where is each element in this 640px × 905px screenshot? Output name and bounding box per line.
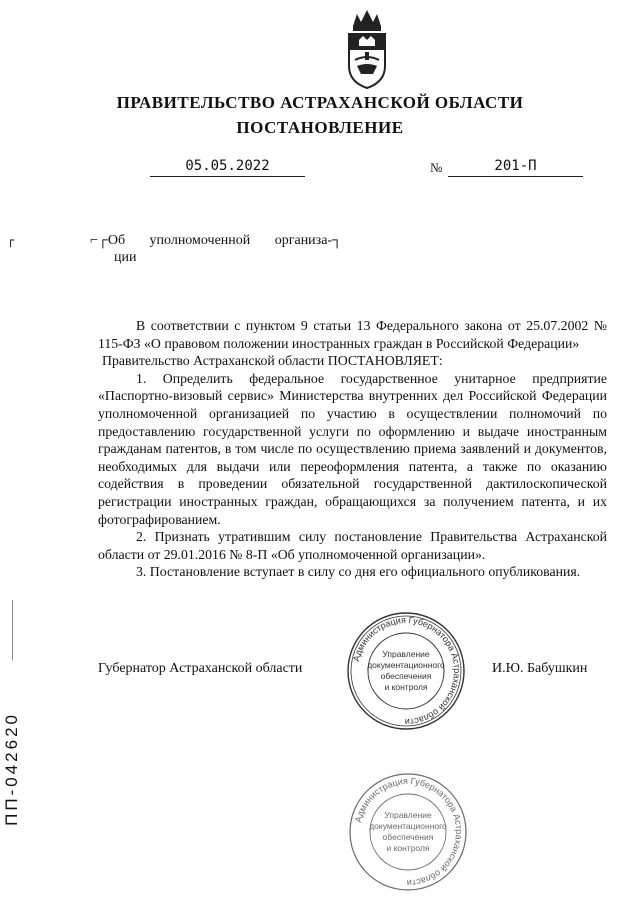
stamp-center-line-4: и контроля	[384, 682, 428, 692]
subject-text-1: Об уполномоченной организа-	[107, 233, 333, 248]
document-number: 201-П	[494, 158, 537, 174]
coat-of-arms-emblem	[343, 8, 391, 90]
number-underline	[448, 176, 583, 177]
government-title: ПРАВИТЕЛЬСТВО АСТРАХАНСКОЙ ОБЛАСТИ	[116, 93, 524, 112]
second-stamp-line-4: и контроля	[386, 843, 430, 853]
subject-line-1	[90, 232, 342, 249]
second-stamp-line-1: Управление	[384, 810, 432, 820]
signer-name: И.Ю. Бабушкин	[492, 661, 588, 676]
stamp-center-line-2: документационного	[367, 660, 445, 670]
margin-rule	[12, 600, 13, 660]
item-2-paragraph: 2. Признать утратившим силу постановление Правительства Астраханской области от 29.01.2016 № 8-П «Об уполномоченной организации».	[98, 529, 607, 562]
corner-bracket-mark: ┌	[7, 233, 15, 247]
side-code-text: ПП-042620	[2, 712, 21, 826]
stamp-center-line-3: обеспечения	[380, 671, 432, 681]
second-stamp-line-3: обеспечения	[382, 832, 434, 842]
side-registration-code	[2, 712, 28, 862]
item-3-paragraph: 3. Постановление вступает в силу со дня его официального опубликования.	[136, 564, 581, 580]
document-body	[98, 317, 607, 581]
stamp-center-line-1: Управление	[382, 649, 430, 659]
subject-line-2: ции	[114, 250, 137, 265]
official-stamp	[344, 609, 468, 733]
subject-heading	[90, 232, 342, 266]
second-stamp-line-2: документационного	[369, 821, 447, 831]
item-1-paragraph: 1. Определить федеральное государственное унитарное предприятие «Паспортно-визовый сервис» Министерства внутренних дел Российской Федерации уполномоченной организацией по участию в осуществлении полномочий по предоставлению государственной услуги по оформлению и выдаче иностранным гражданам патентов, в том числе по осуществлению приема заявлений и документов, необходимых для выдачи или переоформления патента, а также по оказанию содействия в проведении обязательной государственной дактилоскопической регистрации иностранных граждан, обращающихся за получением патента, и их фотографированием.	[98, 370, 607, 527]
document-date: 05.05.2022	[185, 158, 270, 174]
number-label: №	[430, 160, 443, 175]
decree-paragraph: Правительство Астраханской области ПОСТАНОВЛЯЕТ:	[102, 353, 443, 369]
second-stamp	[346, 770, 470, 894]
stamp-ring-text: Администрация Губернатора Астраханской области	[350, 614, 463, 728]
document-type: ПОСТАНОВЛЕНИЕ	[236, 118, 404, 137]
subject-right-bracket: ┐	[332, 233, 342, 248]
date-underline	[150, 176, 305, 177]
preamble-paragraph: В соответствии с пунктом 9 статьи 13 Федерального закона от 25.07.2002 № 115-ФЗ «О правовом положении иностранных граждан в Российской Федерации»	[98, 318, 607, 351]
second-stamp-ring-text: Администрация Губернатора Астраханской области	[352, 775, 465, 889]
signer-role: Губернатор Астраханской области	[98, 661, 303, 676]
subject-left-bracket: ⌐┌	[90, 233, 108, 248]
